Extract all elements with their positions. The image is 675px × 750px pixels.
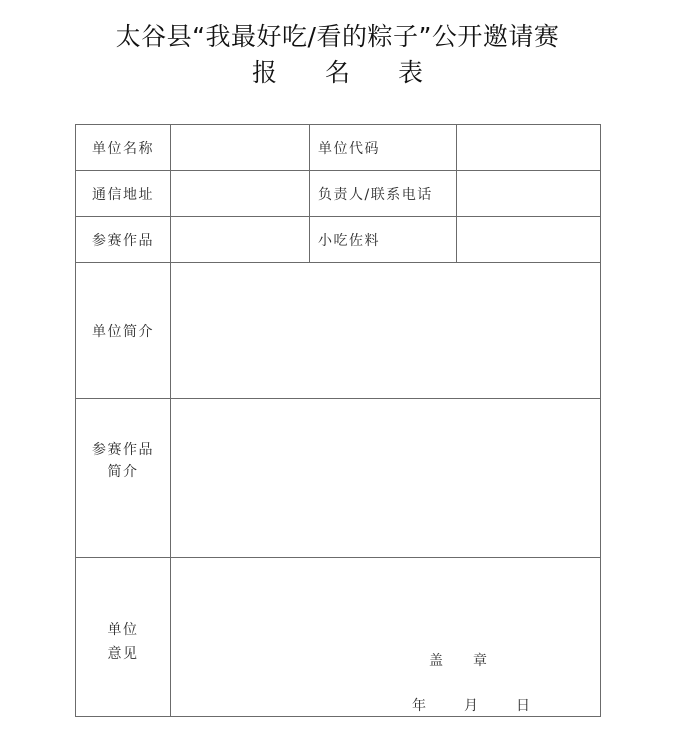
table-row [76, 399, 601, 558]
unit-opinion-label-line2: 意见 [107, 646, 139, 662]
unit-name-label: 单位名称 [76, 125, 171, 171]
unit-opinion-field[interactable] [171, 558, 601, 717]
table-row [76, 217, 601, 263]
table-row [76, 125, 601, 171]
date-year: 年 [412, 698, 426, 714]
entry-intro-field[interactable] [171, 399, 601, 558]
unit-name-field[interactable] [171, 125, 310, 171]
unit-opinion-label [76, 558, 171, 717]
date-line [412, 695, 530, 715]
unit-code-label: 单位代码 [310, 125, 457, 171]
seal-label: 盖章 [429, 653, 517, 669]
entry-intro-label-line2: 简介 [107, 463, 139, 480]
address-label: 通信地址 [76, 171, 171, 217]
entry-field[interactable] [171, 217, 310, 263]
entry-intro-label [76, 399, 171, 558]
date-month: 月 [464, 698, 478, 714]
unit-code-field[interactable] [457, 125, 601, 171]
table-row [76, 171, 601, 217]
entry-label: 参赛作品 [76, 217, 171, 263]
unit-intro-label: 单位简介 [76, 263, 171, 399]
date-day: 日 [516, 698, 530, 714]
contact-field[interactable] [457, 171, 601, 217]
condiment-label: 小吃佐料 [310, 217, 457, 263]
entry-intro-label-line1: 参赛作品 [92, 441, 154, 458]
table-row [76, 558, 601, 717]
unit-intro-field[interactable] [171, 263, 601, 399]
form-subtitle: 报 名 表 [252, 58, 443, 87]
contact-label: 负责人/联系电话 [310, 171, 457, 217]
unit-opinion-label-line1: 单位 [107, 622, 139, 638]
table-row [76, 263, 601, 399]
condiment-field[interactable] [457, 217, 601, 263]
registration-form-table [75, 124, 601, 717]
form-title: 太谷县“我最好吃/看的粽子”公开邀请赛 [115, 22, 560, 51]
address-field[interactable] [171, 171, 310, 217]
